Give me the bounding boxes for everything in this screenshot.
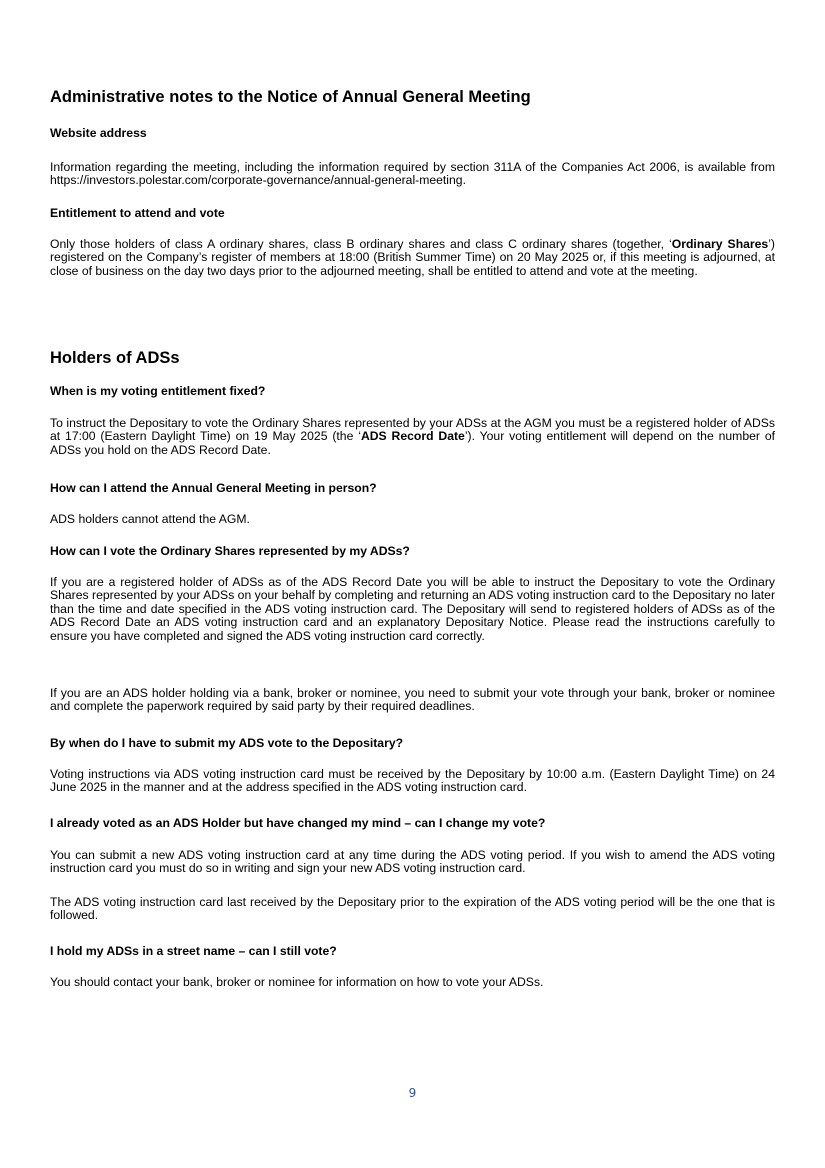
- ads-section-heading: Holders of ADSs: [50, 349, 180, 367]
- attend-heading: How can I attend the Annual General Meeting in person?: [50, 481, 377, 495]
- how-vote-heading: How can I vote the Ordinary Shares represented by my ADSs?: [50, 544, 410, 558]
- change-vote-text-2: The ADS voting instruction card last received by the Depositary prior to the expiration of the ADS voting period will be the one that is followed.: [50, 895, 775, 923]
- entitlement-heading: Entitlement to attend and vote: [50, 206, 225, 220]
- how-vote-text-1: If you are a registered holder of ADSs as of the ADS Record Date you will be able to instruct the Depositary to vote the Ordinary Shares represented by your ADSs on your behalf by completing and returning an ADS voting instruction card to the Depositary no later than the time and date specified in the ADS voting instruction card. The Depositary will send to registered holders of ADSs as of the ADS Record Date an ADS voting instruction card and an explanatory Depositary Notice. Please read the instructions carefully to ensure you have completed and signed the ADS voting instruction card correctly.: [50, 575, 775, 643]
- website-heading: Website address: [50, 126, 147, 140]
- street-name-text: You should contact your bank, broker or nominee for information on how to vote your ADSs.: [50, 975, 544, 989]
- change-vote-heading: I already voted as an ADS Holder but have changed my mind – can I change my vote?: [50, 816, 546, 830]
- website-text: Information regarding the meeting, including the information required by section 311A of the Companies Act 2006, is available from https://investors.polestar.com/corporate-governance/annual-general-meeting.: [50, 160, 775, 188]
- voting-entitlement-heading: When is my voting entitlement fixed?: [50, 384, 266, 398]
- attend-text: ADS holders cannot attend the AGM.: [50, 512, 250, 526]
- change-vote-text-1: You can submit a new ADS voting instruction card at any time during the ADS voting period. If you wish to amend the ADS voting instruction card you must do so in writing and sign your new ADS voting instruction card.: [50, 848, 775, 876]
- deadline-text: Voting instructions via ADS voting instruction card must be received by the Depositary by 10:00 a.m. (Eastern Daylight Time) on 24 June 2025 in the manner and at the address specified in the ADS voting instruction card.: [50, 767, 775, 795]
- page-number: 9: [408, 1086, 417, 1100]
- street-name-heading: I hold my ADSs in a street name – can I still vote?: [50, 944, 337, 958]
- page-title: Administrative notes to the Notice of Annual General Meeting: [50, 88, 531, 106]
- deadline-heading: By when do I have to submit my ADS vote to the Depositary?: [50, 736, 404, 750]
- how-vote-text-2: If you are an ADS holder holding via a bank, broker or nominee, you need to submit your vote through your bank, broker or nominee and complete the paperwork required by said party by their required deadlines.: [50, 686, 775, 714]
- entitlement-text: Only those holders of class A ordinary shares, class B ordinary shares and class C ordinary shares (together, ‘Ordinary Shares’) registered on the Company’s register of members at 18:00 (British Summer Time) on 20 May 2025 or, if this meeting is adjourned, at close of business on the day two days prior to the adjourned meeting, shall be entitled to attend and vote at the meeting.: [50, 237, 775, 278]
- ads-record-date-term: ADS Record Date: [360, 429, 465, 444]
- ordinary-shares-term: Ordinary Shares: [671, 237, 769, 251]
- voting-entitlement-text: To instruct the Depositary to vote the Ordinary Shares represented by your ADSs at the AGM you must be a registered holder of ADSs at 17:00 (Eastern Daylight Time) on 19 May 2025 (the ‘ADS Record Date’). Your voting entitlement will depend on the number of ADSs you hold on the ADS Record Date.: [50, 416, 775, 457]
